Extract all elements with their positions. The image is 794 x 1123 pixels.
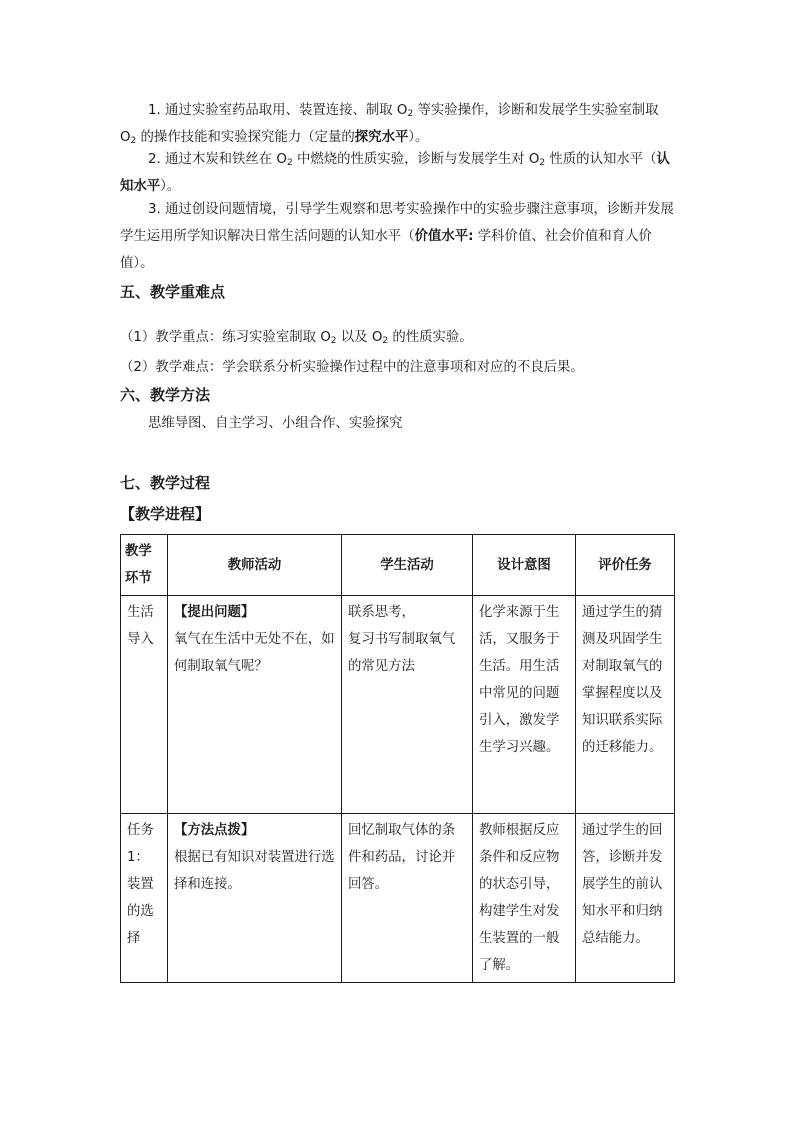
objective-1-bold: 探究水平 (354, 130, 409, 145)
subscript-2: 2 (382, 336, 389, 346)
objective-2-text-c: 性质的认知水平（ (545, 152, 657, 167)
section-5-heading: 五、教学重难点 (120, 283, 226, 301)
objective-2-text-d: ）。 (160, 179, 181, 194)
teacher-activity-cell (168, 814, 342, 983)
objective-1-text-a: 1. 通过实验室药品取用、装置连接、制取 O (148, 103, 408, 118)
teaching-methods: 思维导图、自主学习、小组合作、实验探究 (148, 416, 403, 431)
objective-2-text-a: 2. 通过木炭和铁丝在 O (148, 152, 287, 167)
teaching-process-subtitle: 【教学进程】 (120, 505, 211, 523)
teaching-process-table (120, 534, 675, 983)
design-intent-cell: 化学来源于生活，又服务于生活。用生活中常见的问题引入，激发学生学习兴趣。 (473, 596, 576, 814)
student-text-line-1: 联系思考， (348, 605, 415, 620)
student-activity-cell (342, 596, 473, 814)
header-teacher-activity: 教师活动 (168, 535, 342, 596)
subscript-2: 2 (407, 109, 414, 119)
student-text-line-2: 复习书写制取氧气的常见方法 (348, 632, 456, 674)
objective-2-text-b: 中燃烧的性质实验，诊断与发展学生对 O (292, 152, 540, 167)
objective-2-bold: 认知水平 (120, 152, 670, 194)
teacher-activity-cell (168, 596, 342, 814)
subscript-2: 2 (539, 158, 546, 168)
objective-3-text-b: 学科价值、社会价值和育人价值）。 (120, 229, 652, 271)
teacher-text: 氧气在生活中无处不在，如何制取氧气呢？ (174, 632, 335, 674)
stage-cell: 任务1：装置的选择 (121, 814, 168, 983)
teaching-key-point (120, 328, 473, 348)
design-intent-cell: 教师根据反应条件和反应物的状态引导，构建学生对发生装置的一般了解。 (473, 814, 576, 983)
objective-1-text-d: ）。 (408, 130, 429, 145)
key-point-text-b: 以及 O (336, 330, 383, 345)
key-point-text-c: 的性质实验。 (388, 330, 473, 345)
section-6-heading: 六、教学方法 (120, 386, 211, 404)
table-row (121, 814, 675, 983)
stage-cell: 生活导入 (121, 596, 168, 814)
header-stage: 教学环节 (121, 535, 168, 596)
objective-paragraph-3 (120, 196, 676, 277)
teacher-text: 根据已有知识对装置进行选择和连接。 (174, 850, 335, 892)
student-activity-cell (342, 814, 473, 983)
table-header-row (121, 535, 675, 596)
objective-paragraph-2 (120, 146, 676, 200)
section-7-heading: 七、教学过程 (120, 474, 211, 492)
teacher-tag: 【方法点拨】 (174, 823, 255, 838)
subscript-2: 2 (286, 158, 293, 168)
table-row (121, 596, 675, 814)
subscript-2: 2 (330, 336, 337, 346)
teaching-difficulty: （2）教学难点：学会联系分析实验操作过程中的注意事项和对应的不良后果。 (120, 360, 584, 375)
objective-1-text-b: 等实验操作，诊断和发展学生实验室制取 O (120, 103, 659, 145)
student-text-line-1: 回忆制取气体的条件和药品，讨论并回答。 (348, 823, 456, 892)
subscript-2: 2 (130, 136, 137, 146)
objective-3-text-a: 3. 通过创设问题情境，引导学生观察和思考实验操作中的实验步骤注意事项，诊断并发展学生运用所学知识解决日常生活问题的认知水平（ (120, 202, 674, 244)
evaluation-task-cell: 通过学生的猜测及巩固学生对制取氧气的掌握程度以及知识联系实际的迁移能力。 (576, 596, 675, 814)
teacher-tag: 【提出问题】 (174, 605, 255, 620)
evaluation-task-cell: 通过学生的回答，诊断并发展学生的前认知水平和归纳总结能力。 (576, 814, 675, 983)
header-design-intent: 设计意图 (473, 535, 576, 596)
header-evaluation-task: 评价任务 (576, 535, 675, 596)
header-student-activity: 学生活动 (342, 535, 473, 596)
objective-1-text-c: 的操作技能和实验探究能力（定量的 (136, 130, 355, 145)
key-point-text-a: （1）教学重点：练习实验室制取 O (120, 330, 331, 345)
objective-paragraph-1 (120, 97, 676, 151)
objective-3-bold: 价值水平: (414, 229, 474, 244)
